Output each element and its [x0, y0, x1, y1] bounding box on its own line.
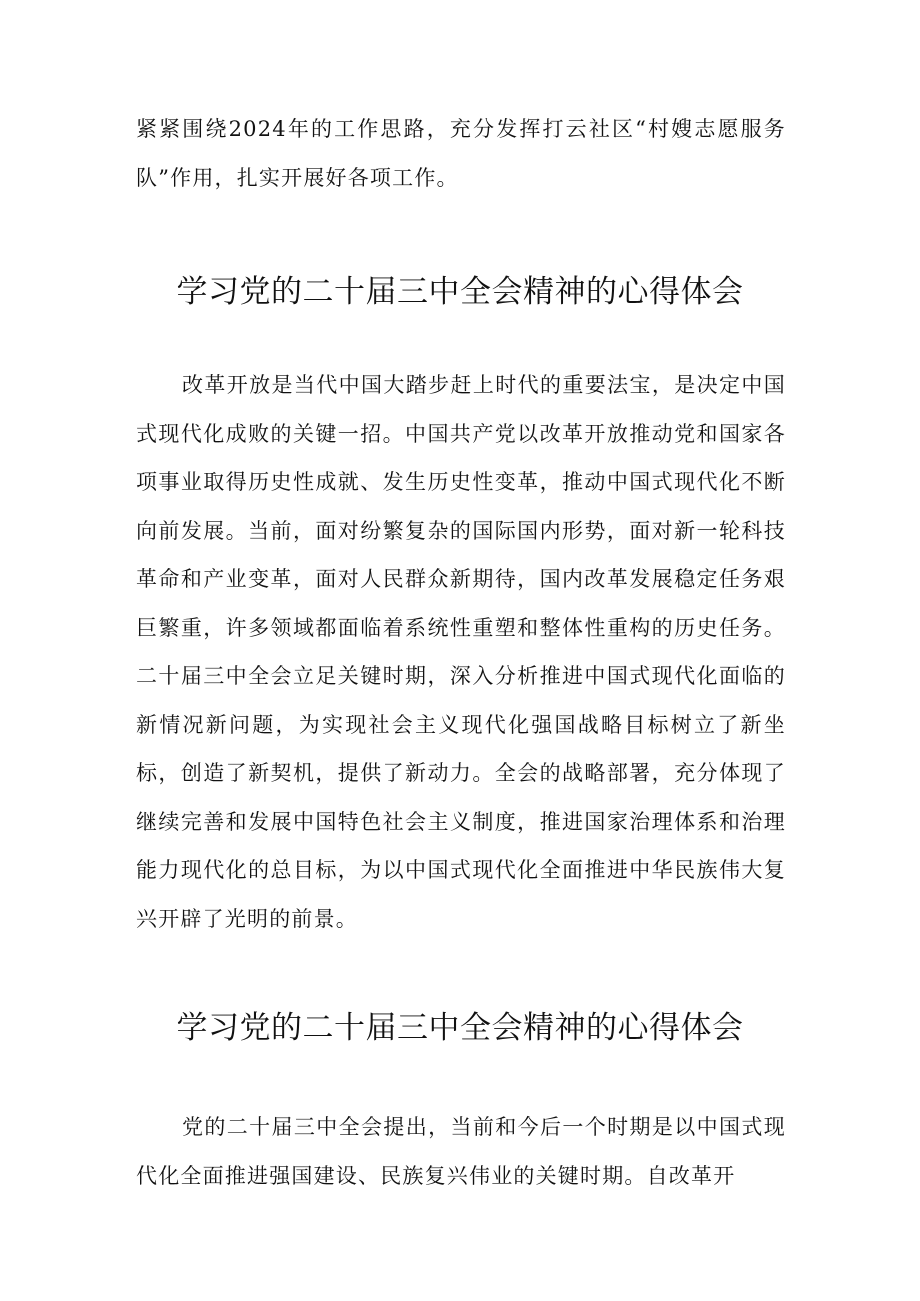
section-title-2: 学习党的二十届三中全会精神的心得体会 — [176, 1010, 744, 1046]
paragraph-continuation: 紧紧围绕2024年的工作思路，充分发挥打云社区“村嫂志愿服务队”作用，扎实开展好各项工作。 — [136, 117, 786, 190]
section-body-2: 党的二十届三中全会提出，当前和今后一个时期是以中国式现代化全面推进强国建设、民族复兴伟业的关键时期。自改革开 — [136, 1115, 786, 1188]
section-body-1: 改革开放是当代中国大踏步赶上时代的重要法宝，是决定中国式现代化成败的关键一招。中国共产党以改革开放推动党和国家各项事业取得历史性成就、发生历史性变革，推动中国式现代化不断向前发展。当前，面对纷繁复杂的国际国内形势，面对新一轮科技革命和产业变革，面对人民群众新期待，国内改革发展稳定任务艰巨繁重，许多领域都面临着系统性重塑和整体性重构的历史任务。二十届三中全会立足关键时期，深入分析推进中国式现代化面临的新情况新问题，为实现社会主义现代化强国战略目标树立了新坐标，创造了新契机，提供了新动力。全会的战略部署，充分体现了继续完善和发展中国特色社会主义制度，推进国家治理体系和治理能力现代化的总目标，为以中国式现代化全面推进中华民族伟大复兴开辟了光明的前景。 — [136, 373, 786, 931]
section-title-1: 学习党的二十届三中全会精神的心得体会 — [176, 274, 744, 310]
